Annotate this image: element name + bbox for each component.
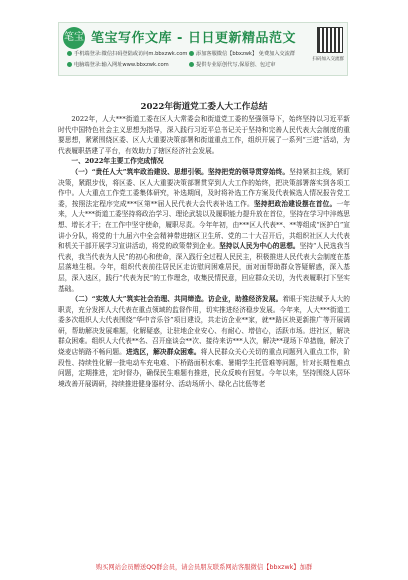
header-banner <box>58 22 348 76</box>
banner-mobile-login <box>67 50 187 57</box>
paragraph-2-text: 着眼于宪法赋予人大的职责，充分发挥人大代表在重点领域的监督作用，切实推进经济稳步发展。今年来，人大***街道工委多次组织人大代表围绕“华中音乐谷”项目建设，共走访企业**家，就**路区块更新推广等开展调研，帮助解决发展难题，化解疑惑，让驻地企业安心、有耐心、增信心，活跃市场。进社区，解决群众困难。组织人大代表**名、召开座谈会**次、接待来访***人次，解决**现场下单措施，解决了烧麦店销路不畅问题。 <box>58 295 350 357</box>
qr-code-icon <box>317 27 343 53</box>
document-title: 2022年街道党工委人大工作总结 <box>140 102 268 112</box>
banner-pc-login-text: 电脑端登录:输入网址www.bbxzwk.com <box>74 62 169 68</box>
subheading-1b: 坚持把政治建设摆在首位。 <box>253 199 337 208</box>
paragraph-1c-text: 坚持“人民选我当代表，我当代表为人民”的初心和使命，深入践行全过程人民民主，积极推进人民代表大会制度在基层落地生根。今年，组织代表前往居民区走访慰问困难居民，面对面帮助群众答疑解惑，深入基层，深入选区，践行“代表为民”的工作理念，收集民情民意，回应群众关切，为代表履职打下坚实基础。 <box>58 242 351 293</box>
subheading-1c: 坚持以人民为中心的思想。 <box>219 242 300 251</box>
banner-wechat <box>189 50 295 57</box>
document-body <box>58 114 350 389</box>
section-heading: 一、2022年主要工作完成情况 <box>71 157 164 166</box>
subheading-2b: 进选区，解决群众困难。 <box>125 348 201 357</box>
qr-label: 扫码加入交流群 <box>312 57 344 62</box>
paragraph-2b-text: 将人民群众关心关切的重点问题列入重点工作，阶段性、持续性化解一批电动车充电难、下桥路面积水难、暑期学生托管难等问题，针对长期性难点问题，定期推进，定时督办，确保民生难题有推进，民众反映有回复。今年以来，坚持围绕人居环境改善开展调研，持续推进健身器材分、活动场所小、绿化占比低等老 <box>58 348 351 388</box>
site-logo: 笔宝 <box>63 27 85 49</box>
computer-icon <box>67 62 72 67</box>
paragraph-intro: 2022年，人大***街道工委在区人大常委会和街道党工委的坚强领导下，始终坚持以习近平新时代中国特色社会主义思想为指导，深入践行习近平总书记关于坚持和完善人民代表大会制度的重要思想，紧紧围绕区委、区人大重要决策部署和街道重点工作，组织开展了一系列“三进”活动，为代表履职搭建了平台，有效助力了辖区经济社会发展。 <box>58 115 350 155</box>
phone-icon <box>67 51 72 56</box>
paragraph-section-1 <box>58 167 350 294</box>
wechat-icon <box>189 51 194 56</box>
subheading-2: （二）“实效人大”筑实社会治理、共同缔造。访企业，助推经济发展。 <box>71 295 283 304</box>
paragraph-section-2 <box>58 294 350 389</box>
pen-icon <box>189 62 194 67</box>
banner-service-text: 提供专业原创代写,保原创、包过审 <box>196 62 276 68</box>
banner-service <box>189 61 275 68</box>
footer-notice: 购买网站会员赠送QQ群会员，请会员朋友联系网站客服微信【bbxzwk】加群 <box>95 564 313 571</box>
paragraph-1b-text: 一年来，人大***街道工委坚持将政治学习、理论武装以及履职能力提升放在首位，坚持在学习中淬炼思想、增长才干；在工作中坚守使命，履职尽责。今年年初，由***区人代表**、**等组成“医护白”宣讲小分队，将党的十九届六中全会精神带进辖区卫生所、党的二十大召开后，共组织社区人大代表和机关干部开展学习宣讲活动，将党的政策带到企业。 <box>58 199 351 251</box>
banner-pc-login <box>67 61 169 68</box>
paragraph-1-text: 坚持紧扣主线，紧盯决策，紧跟步伐，将区委、区人大重要决策部署贯穿到人大工作的始终，把决策部署落实到各项工作中。人大重点工作党工委集体研究，补选期间，及时将补选工作方案及代表候选人情况报告党工委，按照法定程序完成***区第**届人民代表大会代表补选工作。 <box>58 167 350 208</box>
subheading-1: （一）“贵任人大”筑牢政治建设、思想引领。坚持把党的领导贯穿始终。 <box>71 167 290 176</box>
banner-mobile-login-text: 手机端登录:微信扫码登陆或访问m.bbxzwk.com <box>74 51 188 57</box>
banner-wechat-text: 添加客服微信【bbxzwk】 免费加入交流群 <box>196 51 296 57</box>
site-title: 笔宝写作文库 - 日日更新精品范文 <box>91 31 296 46</box>
